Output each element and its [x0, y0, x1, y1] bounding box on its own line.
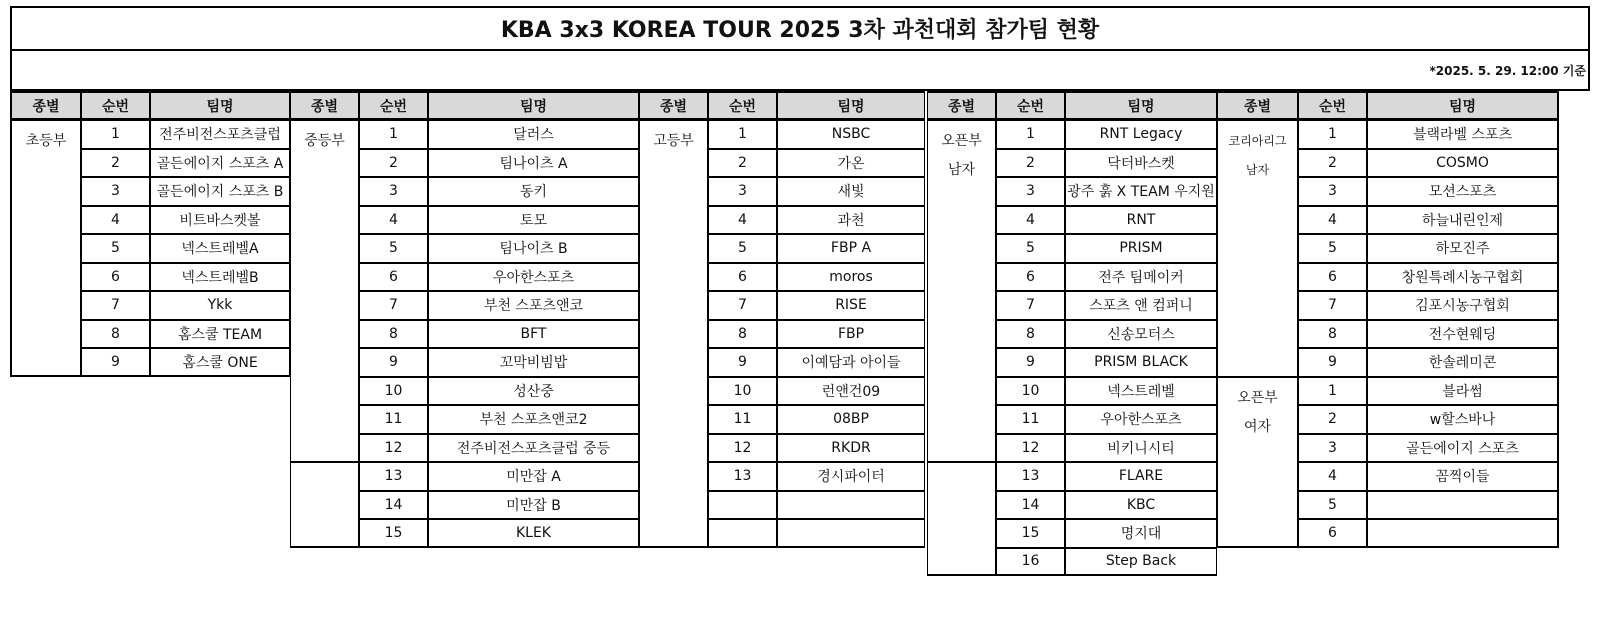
entry-team-name: 하늘내린인제: [1367, 206, 1559, 235]
entry-team-name: 비키니시티: [1065, 434, 1217, 463]
entry-number: 8: [708, 320, 777, 349]
entry-number: [708, 519, 777, 548]
entry-number: 16: [996, 548, 1065, 577]
entry-number: 1: [1298, 377, 1367, 406]
header-number: 순번: [996, 91, 1065, 120]
entry-number: 7: [708, 291, 777, 320]
entry-number: 3: [359, 177, 428, 206]
entry-team-name: 닥터바스켓: [1065, 149, 1217, 178]
category-cell: [290, 462, 359, 548]
entry-team-name: 미만잡 B: [428, 491, 639, 520]
category-label: 여자: [1243, 418, 1272, 435]
entry-number: 5: [359, 234, 428, 263]
entry-team-name: 08BP: [777, 405, 925, 434]
entry-team-name: PRISM BLACK: [1065, 348, 1217, 377]
category-cell: [1217, 377, 1298, 548]
entry-number: 3: [1298, 434, 1367, 463]
entry-team-name: 골든에이지 스포츠 A: [150, 149, 290, 178]
header-team: 팀명: [428, 91, 639, 120]
entry-team-name: 홈스쿨 TEAM: [150, 320, 290, 349]
entry-team-name: 모션스포츠: [1367, 177, 1559, 206]
entry-number: 14: [996, 491, 1065, 520]
entry-team-name: [777, 491, 925, 520]
entry-number: 3: [996, 177, 1065, 206]
category-label: 오픈부: [941, 133, 982, 149]
entry-number: 7: [1298, 291, 1367, 320]
entry-team-name: KBC: [1065, 491, 1217, 520]
entry-number: 4: [1298, 206, 1367, 235]
entry-team-name: 스포츠 앤 컴퍼니: [1065, 291, 1217, 320]
entry-team-name: Step Back: [1065, 548, 1217, 577]
entry-number: 8: [996, 320, 1065, 349]
entry-number: 5: [708, 234, 777, 263]
entry-number: 5: [1298, 234, 1367, 263]
category-label: 남자: [1245, 163, 1270, 177]
reference-date: *2025. 5. 29. 12:00 기준: [1429, 63, 1586, 78]
category-label: 코리아리그: [1228, 134, 1287, 148]
entry-number: 5: [996, 234, 1065, 263]
entry-number: 6: [81, 263, 150, 292]
entry-team-name: 전주비전스포츠클럽: [150, 120, 290, 149]
entry-team-name: Ykk: [150, 291, 290, 320]
entry-team-name: 한솔레미콘: [1367, 348, 1559, 377]
entry-team-name: 부천 스포츠앤코: [428, 291, 639, 320]
entry-team-name: 런앤건09: [777, 377, 925, 406]
header-number: 순번: [81, 91, 150, 120]
entry-team-name: 부천 스포츠앤코2: [428, 405, 639, 434]
header-category: 종별: [1217, 91, 1298, 120]
entry-number: 10: [359, 377, 428, 406]
entry-number: 15: [359, 519, 428, 548]
header-team: 팀명: [1367, 91, 1559, 120]
entry-number: 13: [708, 462, 777, 491]
entry-team-name: 전주비전스포츠클럽 중등: [428, 434, 639, 463]
entry-number: 9: [1298, 348, 1367, 377]
entry-team-name: [1367, 519, 1559, 548]
header-team: 팀명: [777, 91, 925, 120]
entry-team-name: 블라썸: [1367, 377, 1559, 406]
header-category: 종별: [639, 91, 708, 120]
entry-number: 5: [81, 234, 150, 263]
entry-number: 13: [996, 462, 1065, 491]
entry-number: 6: [359, 263, 428, 292]
entry-team-name: 김포시농구협회: [1367, 291, 1559, 320]
entry-team-name: RNT: [1065, 206, 1217, 235]
entry-team-name: RISE: [777, 291, 925, 320]
entry-team-name: 신송모터스: [1065, 320, 1217, 349]
category-label: 고등부: [653, 133, 694, 149]
entry-team-name: 가온: [777, 149, 925, 178]
category-cell: [10, 120, 81, 377]
entry-number: 7: [359, 291, 428, 320]
category-label: 남자: [947, 162, 976, 178]
entry-number: 11: [708, 405, 777, 434]
entry-number: 8: [1298, 320, 1367, 349]
entry-number: 7: [996, 291, 1065, 320]
entry-team-name: 홈스쿨 ONE: [150, 348, 290, 377]
entry-team-name: 성산중: [428, 377, 639, 406]
entry-number: 10: [996, 377, 1065, 406]
entry-number: 11: [359, 405, 428, 434]
entry-number: 3: [81, 177, 150, 206]
entry-number: 15: [996, 519, 1065, 548]
entry-number: 6: [1298, 519, 1367, 548]
entry-number: 7: [81, 291, 150, 320]
entry-number: 8: [359, 320, 428, 349]
entry-team-name: NSBC: [777, 120, 925, 149]
entry-number: 3: [1298, 177, 1367, 206]
entry-number: 14: [359, 491, 428, 520]
entry-number: 4: [81, 206, 150, 235]
header-category: 종별: [290, 91, 359, 120]
entry-team-name: COSMO: [1367, 149, 1559, 178]
entry-number: 4: [708, 206, 777, 235]
entry-team-name: 미만잡 A: [428, 462, 639, 491]
page-title: KBA 3x3 KOREA TOUR 2025 3차 과천대회 참가팀 현황: [10, 6, 1590, 51]
entry-team-name: 전주 팀메이커: [1065, 263, 1217, 292]
header-team: 팀명: [150, 91, 290, 120]
category-label: 초등부: [25, 133, 67, 149]
entry-team-name: 넥스트레벨A: [150, 234, 290, 263]
entry-number: 9: [996, 348, 1065, 377]
entry-team-name: 달러스: [428, 120, 639, 149]
entry-number: 2: [359, 149, 428, 178]
entry-team-name: RNT Legacy: [1065, 120, 1217, 149]
entry-number: 13: [359, 462, 428, 491]
reference-date-row: [10, 51, 1590, 91]
entry-team-name: 새빛: [777, 177, 925, 206]
entry-number: 1: [708, 120, 777, 149]
header-number: 순번: [359, 91, 428, 120]
entry-team-name: 블랙라벨 스포츠: [1367, 120, 1559, 149]
entry-team-name: 명지대: [1065, 519, 1217, 548]
entry-team-name: 우아한스포츠: [1065, 405, 1217, 434]
entry-team-name: 경시파이터: [777, 462, 925, 491]
entry-number: 8: [81, 320, 150, 349]
entry-number: 1: [359, 120, 428, 149]
header-category: 종별: [10, 91, 81, 120]
entry-number: 12: [359, 434, 428, 463]
entry-number: 9: [359, 348, 428, 377]
entry-team-name: 꼼찍이들: [1367, 462, 1559, 491]
entry-number: 4: [359, 206, 428, 235]
entry-team-name: 하모진주: [1367, 234, 1559, 263]
entry-number: 2: [81, 149, 150, 178]
entry-team-name: BFT: [428, 320, 639, 349]
entry-number: 9: [81, 348, 150, 377]
entry-number: 6: [708, 263, 777, 292]
entry-number: 2: [996, 149, 1065, 178]
header-number: 순번: [1298, 91, 1367, 120]
entry-number: 9: [708, 348, 777, 377]
entry-team-name: moros: [777, 263, 925, 292]
entry-team-name: FLARE: [1065, 462, 1217, 491]
entry-team-name: 골든에이지 스포츠 B: [150, 177, 290, 206]
entry-team-name: 전수현웨딩: [1367, 320, 1559, 349]
entry-number: 4: [1298, 462, 1367, 491]
category-cell: [1217, 120, 1298, 377]
entry-number: 11: [996, 405, 1065, 434]
entry-team-name: 꼬막비빔밥: [428, 348, 639, 377]
entry-team-name: 넥스트레벨: [1065, 377, 1217, 406]
entry-team-name: w할스바나: [1367, 405, 1559, 434]
entry-number: [708, 491, 777, 520]
entry-number: 12: [708, 434, 777, 463]
entry-number: 2: [1298, 149, 1367, 178]
entry-team-name: 비트바스켓볼: [150, 206, 290, 235]
entry-number: 10: [708, 377, 777, 406]
entry-number: 2: [708, 149, 777, 178]
entry-team-name: 이예담과 아이들: [777, 348, 925, 377]
entry-number: 6: [996, 263, 1065, 292]
header-team: 팀명: [1065, 91, 1217, 120]
entry-number: 3: [708, 177, 777, 206]
entry-team-name: 골든에이지 스포츠: [1367, 434, 1559, 463]
entry-team-name: 우아한스포츠: [428, 263, 639, 292]
entry-team-name: 팀나이츠 A: [428, 149, 639, 178]
header-number: 순번: [708, 91, 777, 120]
entry-number: 1: [996, 120, 1065, 149]
entry-number: 5: [1298, 491, 1367, 520]
entry-number: 12: [996, 434, 1065, 463]
entry-team-name: 동키: [428, 177, 639, 206]
category-cell: [639, 120, 708, 548]
category-label: 중등부: [304, 133, 345, 149]
category-label: 오픈부: [1237, 389, 1278, 406]
entry-team-name: [1367, 491, 1559, 520]
entry-number: 1: [81, 120, 150, 149]
entry-team-name: 토모: [428, 206, 639, 235]
entry-team-name: 넥스트레벨B: [150, 263, 290, 292]
entry-team-name: RKDR: [777, 434, 925, 463]
entry-number: 4: [996, 206, 1065, 235]
entry-team-name: PRISM: [1065, 234, 1217, 263]
category-cell: [927, 462, 996, 576]
entry-team-name: FBP: [777, 320, 925, 349]
entry-team-name: 광주 훍 X TEAM 우지원: [1065, 177, 1217, 206]
entry-team-name: KLEK: [428, 519, 639, 548]
category-cell: [927, 120, 996, 462]
entry-number: 6: [1298, 263, 1367, 292]
entry-team-name: 팀나이츠 B: [428, 234, 639, 263]
entry-team-name: FBP A: [777, 234, 925, 263]
category-cell: [290, 120, 359, 462]
entry-team-name: 과천: [777, 206, 925, 235]
header-category: 종별: [927, 91, 996, 120]
entry-team-name: 창원특례시농구협회: [1367, 263, 1559, 292]
entry-number: 2: [1298, 405, 1367, 434]
entry-team-name: [777, 519, 925, 548]
entry-number: 1: [1298, 120, 1367, 149]
